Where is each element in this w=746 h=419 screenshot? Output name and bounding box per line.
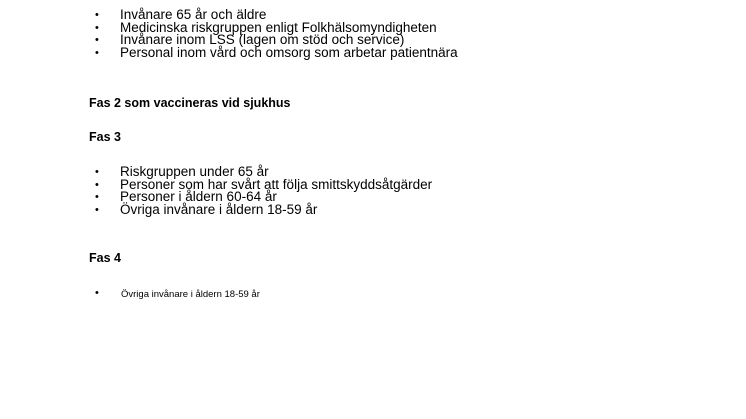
list-item: • Övriga invånare i åldern 18-59 år [92, 204, 432, 217]
list-item: • Övriga invånare i åldern 18-59 år [92, 289, 260, 300]
list-item: • Invånare 65 år och äldre [92, 9, 458, 22]
phase4-list [92, 289, 260, 300]
list-item: • Personer i åldern 60-64 år [92, 191, 432, 204]
phase1-list [92, 9, 458, 59]
phase4-heading: Fas 4 [89, 251, 121, 265]
list-item: • Riskgruppen under 65 år [92, 166, 432, 179]
list-item: • Personal inom vård och omsorg som arbetar patientnära [92, 47, 458, 60]
phase3-heading: Fas 3 [89, 130, 121, 144]
phase3-list [92, 166, 432, 216]
list-item: • Invånare inom LSS (lagen om stöd och service) [92, 34, 458, 47]
list-item: • Personer som har svårt att följa smittskyddsåtgärder [92, 179, 432, 192]
phase2-heading: Fas 2 som vaccineras vid sjukhus [89, 96, 291, 110]
list-item: • Medicinska riskgruppen enligt Folkhälsomyndigheten [92, 22, 458, 35]
